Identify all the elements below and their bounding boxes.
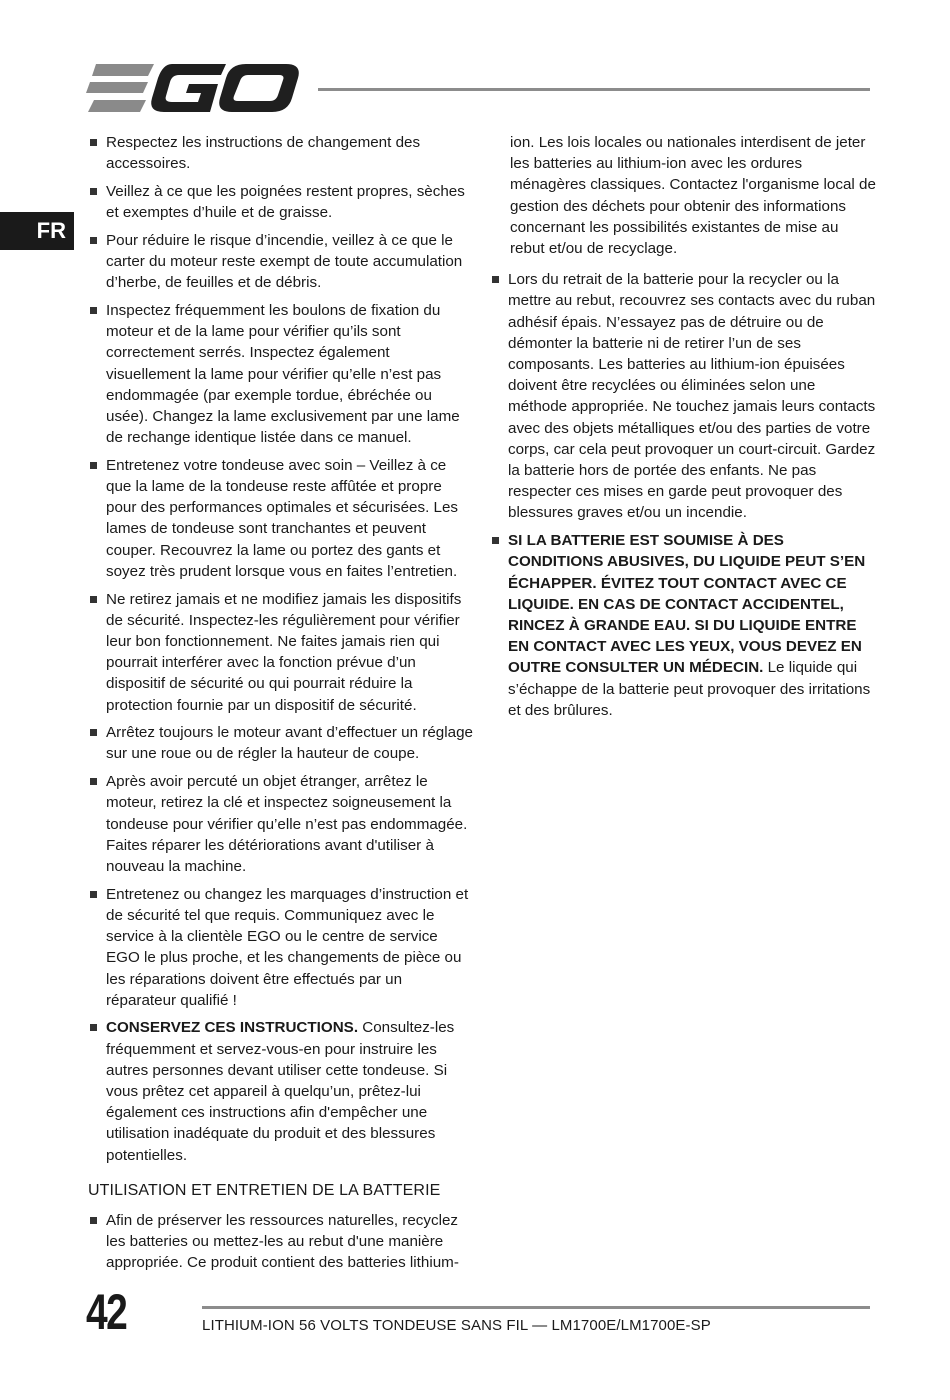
battery-list-continued [490,269,876,721]
list-item: Pour réduire le risque d’incendie, veillez à ce que le carter du moteur reste exempt de toute accumulation d’herbe, de feuilles et de débris. [88,230,474,294]
page-number: 42 [86,1284,127,1340]
left-column [88,132,474,1280]
list-item: Après avoir percuté un objet étranger, arrêtez le moteur, retirez la clé et inspectez soigneusement la tondeuse pour vérifier qu’elle n’est pas endommagée. Faites réparer les détériorations avant d'utiliser à nouveau la machine. [88,771,474,877]
list-item: Inspectez fréquemment les boulons de fixation du moteur et de la lame pour vérifier qu’ils sont correctement serrés. Inspectez également visuellement la lame pour vérifier qu’elle n’est pas endommagée (par exemple tordue, ébréchée ou usée). Changez la lame exclusivement par une lame de rechange identique listée dans ce manuel. [88,300,474,448]
battery-list [88,1210,474,1274]
item-text: Consultez-les fréquemment et servez-vous-en pour instruire les autres personnes devant utiliser cette tondeuse. Si vous prêtez cet appareil à quelqu’un, prêtez-lui également ces instructions afin d'empêcher une utilisation inadéquate du produit et des blessures potentielles. [106,1019,455,1164]
bold-warning: SI LA BATTERIE EST SOUMISE À DES CONDITIONS ABUSIVES, DU LIQUIDE PEUT S’EN ÉCHAPPER. ÉVITEZ TOUT CONTACT AVEC CE LIQUIDE. EN CAS DE CONTACT ACCIDENTEL, RINCEZ À GRANDE EAU. SI DU LIQUIDE ENTRE EN CONTACT AVEC LES YEUX, VOUS DEVEZ EN OUTRE CONSULTER UN MÉDECIN. [508,532,866,677]
right-column [490,132,876,727]
list-item: Arrêtez toujours le moteur avant d’effectuer un réglage sur une roue ou de régler la hauteur de coupe. [88,722,474,764]
header-rule [318,88,870,91]
list-item: Lors du retrait de la batterie pour la recycler ou la mettre au rebut, recouvrez ses contacts avec du ruban adhésif épais. N’essayez pas de détruire ou de démonter la batterie ni de retirer l’un de ses composants. Les batteries au lithium-ion épuisées doivent être recyclées ou éliminées selon une méthode appropriée. Ne touchez jamais leurs contacts avec des objets métalliques et/ou des parties de votre corps, car cela peut provoquer un court-circuit. Gardez la batterie hors de portée des enfants. Ne pas respecter ces mises en garde peut provoquer des blessures graves et/ou un incendie. [490,269,876,523]
footer-rule [202,1306,870,1309]
ego-logo [86,62,300,114]
list-item: Veillez à ce que les poignées restent propres, sèches et exemptes d’huile et de graisse. [88,181,474,223]
footer-title: LITHIUM-ION 56 VOLTS TONDEUSE SANS FIL — LM1700E/LM1700E-SP [202,1317,711,1334]
list-item: Respectez les instructions de changement des accessoires. [88,132,474,174]
continued-paragraph: ion. Les lois locales ou nationales interdisent de jeter les batteries au lithium-ion avec les ordures ménagères classiques. Contactez l'organisme local de gestion des déchets pour obtenir des informations concernant les possibilités existantes de mise au rebut et/ou de recyclage. [510,134,876,258]
list-item: Afin de préserver les ressources naturelles, recyclez les batteries ou mettez-les au rebut d'une manière appropriée. Ce produit contient des batteries lithium- [88,1210,474,1274]
list-item: Entretenez ou changez les marquages d’instruction et de sécurité tel que requis. Communiquez avec le service à la clientèle EGO ou le centre de service EGO le plus proche, et les changements de pièce ou les réparations doivent être effectués par un réparateur qualifié ! [88,884,474,1011]
list-item [88,1017,474,1165]
language-tab: FR [0,212,74,250]
list-item: Ne retirez jamais et ne modifiez jamais les dispositifs de sécurité. Inspectez-les régulièrement pour vérifier leur bon fonctionnement. Ne faites jamais rien qui pourrait interférer avec la fonction prévue d’un dispositif de sécurité ou qui pourrait réduire la protection fournie par un dispositif de sécurité. [88,589,474,716]
item-text: Le liquide qui s’échappe de la batterie peut provoquer des irritations et des brûlures. [508,659,871,719]
safety-list [88,132,474,1166]
list-item [490,530,876,721]
section-heading: UTILISATION ET ENTRETIEN DE LA BATTERIE [88,1181,441,1199]
bold-lead: CONSERVEZ CES INSTRUCTIONS. [106,1019,359,1037]
list-item: Entretenez votre tondeuse avec soin – Veillez à ce que la lame de la tondeuse reste affûtée et propre pour des performances optimales et sécurisées. Les lames de tondeuse sont tranchantes et peuvent couper. Recouvrez la lame ou portez des gants et soyez très prudent lorsque vous en faites l’entretien. [88,455,474,582]
